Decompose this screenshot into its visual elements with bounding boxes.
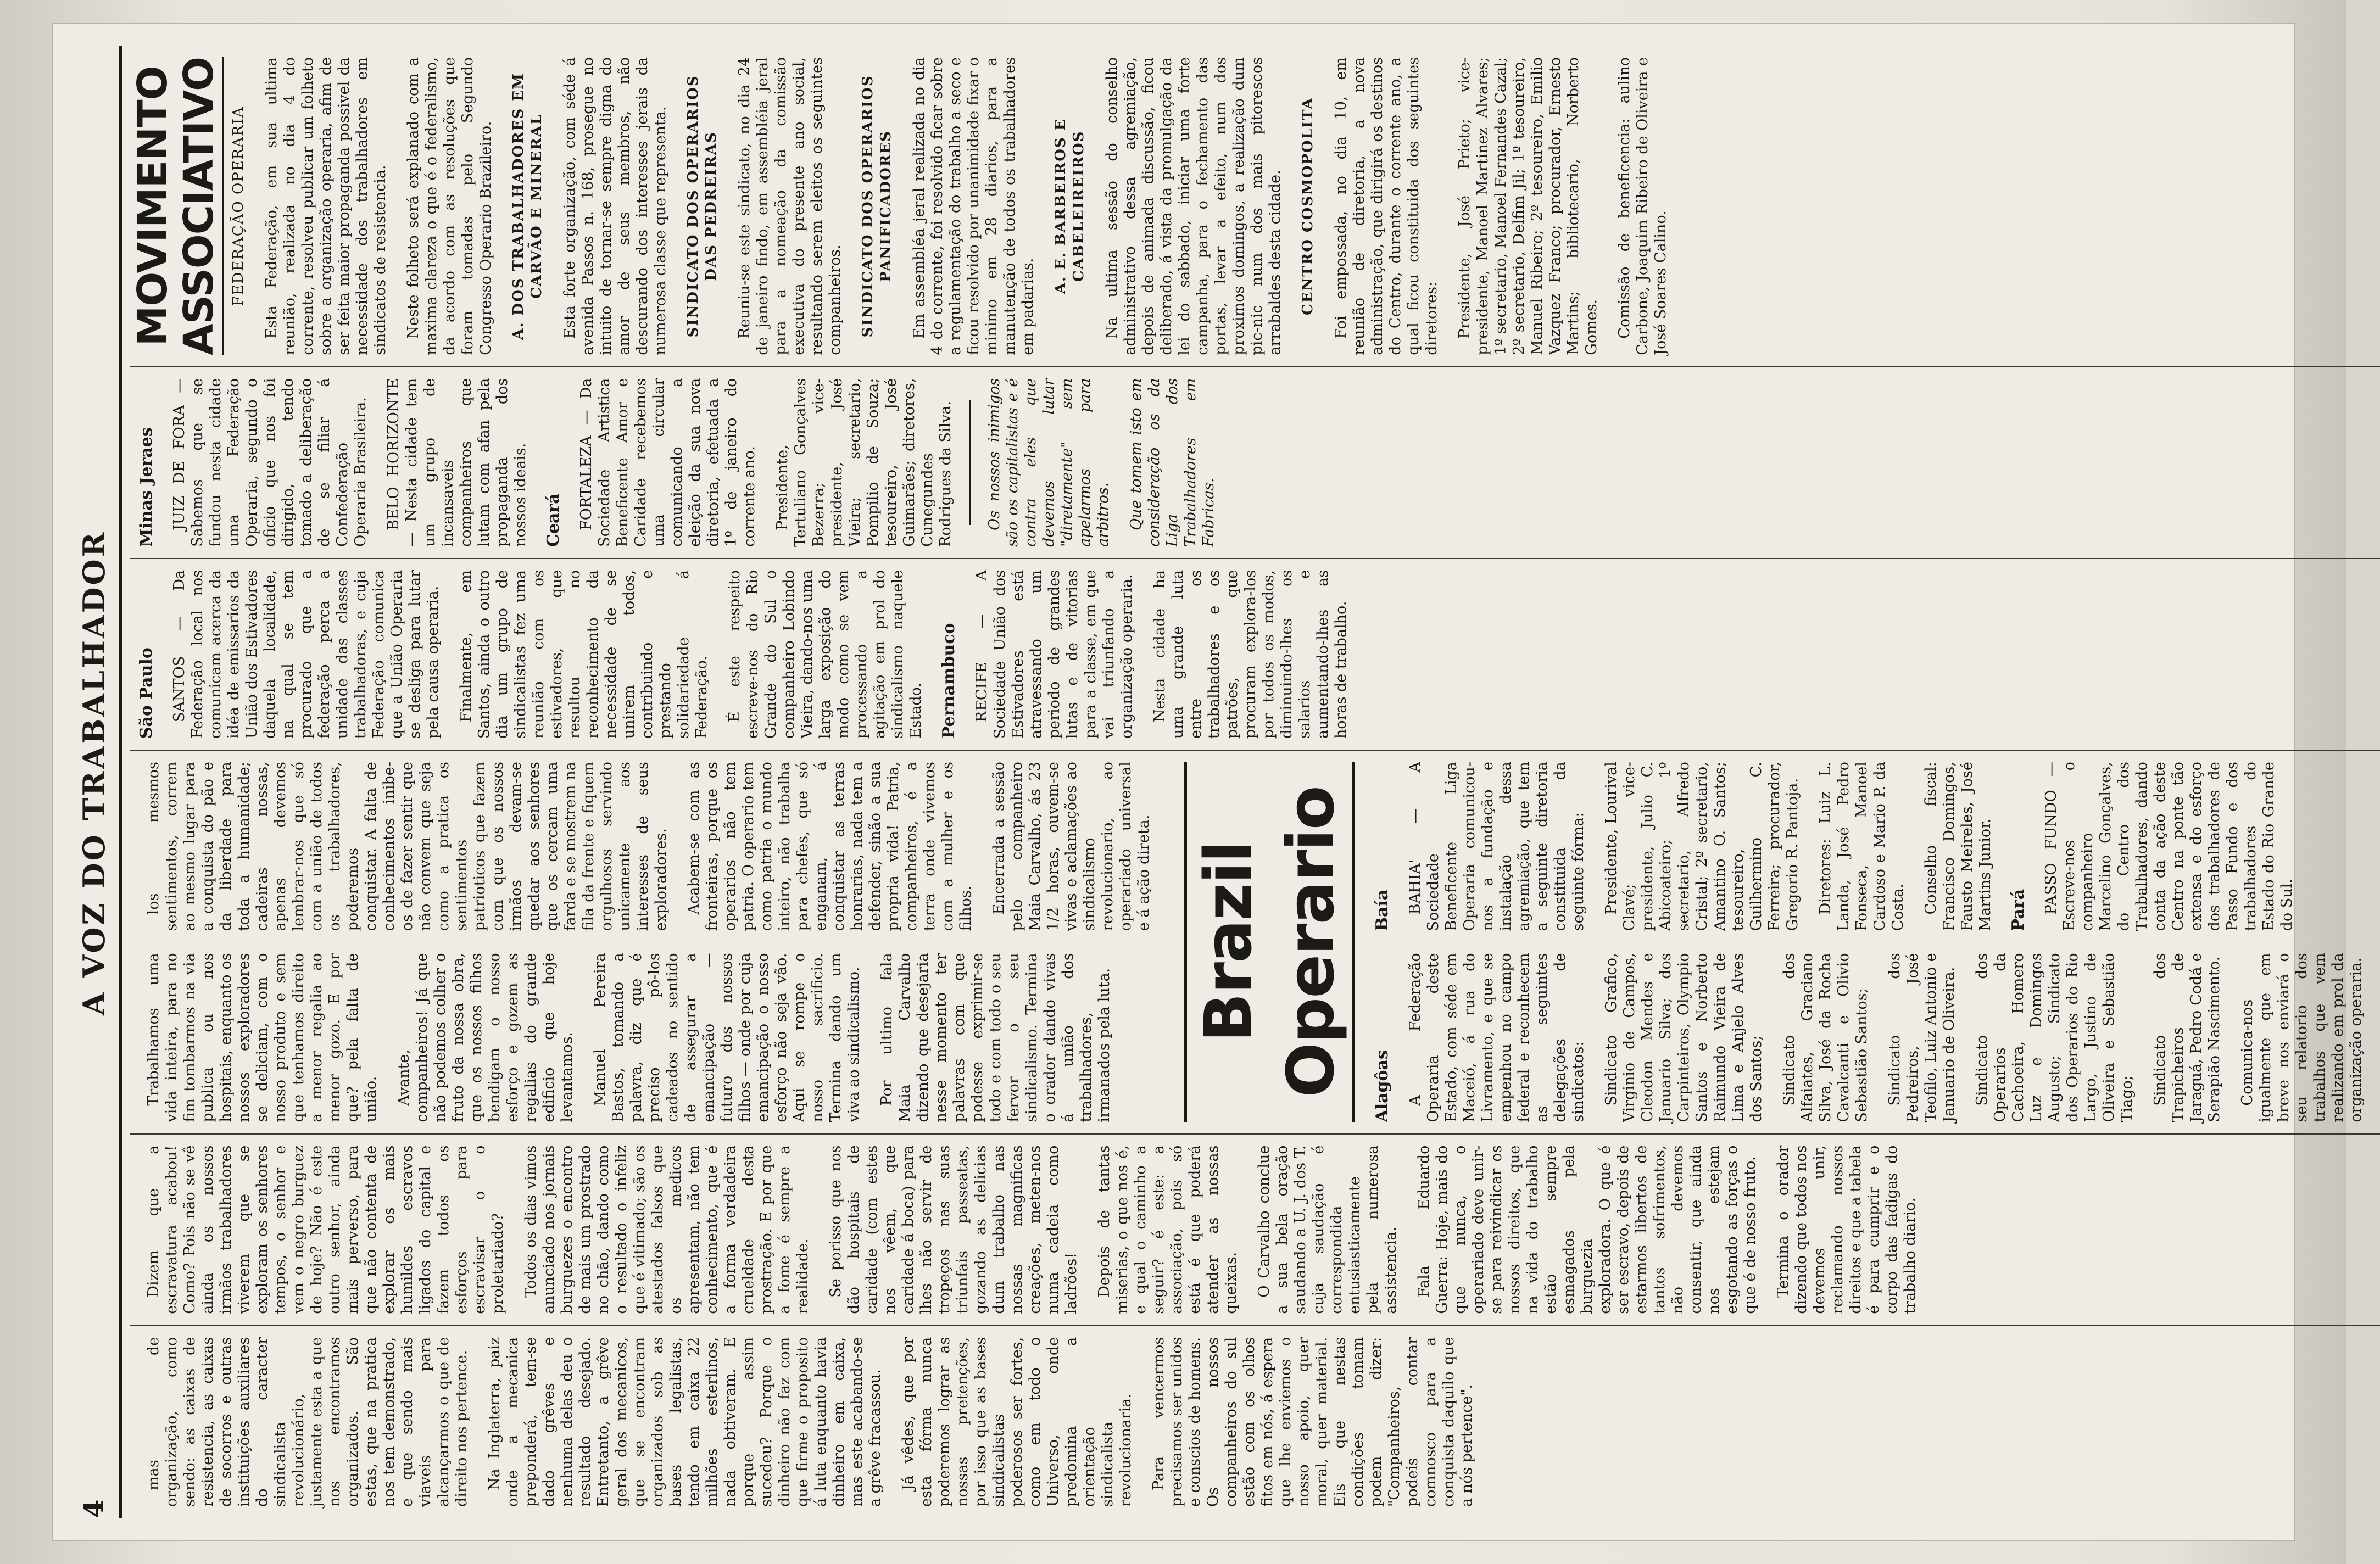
paragraph: Manuel Pereira Bastos, tomando a palavra, diz que é preciso pô-los cadeados no sentido de assegurar a emancipação — futuro dos nossos filhos — onde por cuja emancipação o nosso esforço não seja vão. Aqui se rompe o nosso sacrificio. Termina dando um viva ao sindicalismo. bbox=[592, 953, 862, 1122]
column-5 bbox=[130, 559, 2380, 751]
paragraph: Esta Federação, em sua ultima reunião, realizada no dia 4 do corrente, resolveu publicar um folheto sobre a organização operaria, afim de ser feita maior propaganda possivel da necessidade dos trabalhadores em sindicatos de resistencia. bbox=[263, 57, 389, 355]
column-3 bbox=[130, 953, 1168, 1122]
subsection-heading: FEDERAÇÃO OPERARIA bbox=[230, 106, 247, 306]
paragraph: Já vêdes, que por esta fórma nunca poderemos lograr as nossas pretenções, por isso que as bases sindicalistas poderosos ser fortes, como em todo o Universo, onde predomina a orientação sindicalista revolucionaria. bbox=[900, 1337, 1134, 1507]
column-6 bbox=[130, 367, 2380, 559]
page-header bbox=[69, 46, 122, 1518]
paragraph: Foi empossada, no dia 10, em reunião de diretoria, a nova administração, que dirigirá os destinos do Centro, durante o corrente ano, a qual ficou constituida dos seguintes diretores: bbox=[1333, 57, 1440, 355]
column-3-lower bbox=[1365, 953, 2380, 1122]
paragraph: Sindicato dos Pedreiros, José Teofilo, Luiz Antonio e Januario de Oliveira. bbox=[1886, 953, 1958, 1122]
paragraph: FORTALEZA — Da Sociedade Artistica Beneficente Amor e Caridade recebemos uma circular comunicando a eleição da sua nova diretoria, efetuada a 1º de janeiro do corrente ano. bbox=[578, 378, 758, 547]
column-4-lower bbox=[1365, 762, 2380, 931]
paragraph: Por ultimo fala Maia Carvalho dizendo que desejaria nesse momento ter palavras com que podesse exprimir-se todo e com todo o seu fervor o seu sindicalismo. Termina o orador dando vivas á união dos trabalhadores, irmanados pela luta. bbox=[878, 953, 1113, 1122]
paragraph: O Carvalho conclue a sua bela oração saudando a U. J. dos T. cuja saudação é correspondida entusiasticamente pela numerosa assistencia. bbox=[1256, 1145, 1400, 1314]
paragraph: mas de organização, como sendo: as caixas de resistencia, as caixas de socorros e outras instituições auxiliares do caracter sindicalista revolucionário, justamente esta a que nos encontramos organizados. São estas, que na pratica nos tem demonstrado, e que sendo mais viaveis para alcançarmos o que de direito nos pertence. bbox=[145, 1337, 470, 1507]
section-heading: São Paulo bbox=[137, 647, 156, 739]
page-number: 4 bbox=[79, 1499, 109, 1518]
closing-note: Que tomem isto em consideração os da Liga dos Trabalhadores em Fabricas. bbox=[1128, 378, 1217, 547]
paragraph: los mesmos sentimentos, correm ao mesmo lugar para a conquista do pão e da liberdade para toda a humanidade; cadeiras nossas, apenas devemos lembrar-nos que só com a união de todos os trabalhadores, poderemos conquistar. A falta de conhecimentos inibe-os de fazer sentir que não convem que seja como a pratica os sentimentos patrioticos que fazem com que os nossos irmãos devam-se quedar aos senhores que os cercam uma farda e se mostrem na fila da frente e fiquem orgulhosos servindo unicamente aos interesses de seus exploradores. bbox=[145, 762, 670, 931]
subsection-heading: SINDICATO DOS OPERARIOS DAS PEDREIRAS bbox=[685, 75, 720, 338]
subsection-heading: SINDICATO DOS OPERARIOS PANIFICADORES bbox=[860, 75, 894, 338]
paragraph: Neste folheto será explanado com a maxima clareza o que é o federalismo, da acordo com as resoluções que foram tomadas pelo Segundo Congresso Operario Brazileiro. bbox=[405, 57, 494, 355]
paragraph: Trabalhamos uma vida inteira, para no fim tombarmos na via publica ou nos hospitais, enquanto os nossos exploradores se deliciam, com o nosso produto e sem que tenhamos direito a menor regalia ao menor gozo. E por que? pela falta de união. bbox=[145, 953, 380, 1122]
paragraph: Comissão de beneficencia: aulino Carbone, Joaquim Ribeiro de Oliveira e José Soares Calino. bbox=[1616, 57, 1669, 355]
paragraph: Sindicato Grafico, Virginio de Campos, Cleodon Mendes e Januario Silva; dos Carpinteiros, Olympio Santos e Norberto Raimundo Vieira de Lima e Anjelo Alves dos Santos; bbox=[1603, 953, 1765, 1122]
paragraph: Esta forte organização, com séde á avenida Passos n. 168, prosegue no intuito de tornar-se sempre digna do amor de seus membros, não descurando dos interesses jerais da numerosa classe que representa. bbox=[561, 57, 669, 355]
section-banner-title: Brazil Operario bbox=[1184, 762, 1355, 1122]
column-2 bbox=[130, 1135, 2380, 1326]
paragraph: Termina o orador dizendo que todos nos devemos unir, reclamando nossos direitos e que a tabela é para cumprir e o corpo das fadigas do trabalho diario. bbox=[1775, 1145, 1919, 1314]
paragraph: Todos os dias vimos anunciado nos jornais burguezes o encontro de mais um prostrado no chão, dando como o resultado o infeliz que é vitimado; são os atestados falsos que os medicos apresentam, não tem conhecimento, que é a forma verdadeira crueldade desta prostração. E por que a fome é sempre a realidade. bbox=[522, 1145, 811, 1314]
paragraph: A Federação Operaria deste Estado, com séde em Maceió, á rua do Livramento, e que se empenhou no campo federal e reconhecem as seguintes delegações de sindicatos: bbox=[1407, 953, 1587, 1122]
paragraph: SANTOS — Da Federação local nos comunicam acerca da idéa de emissarios da União dos Estivadores daquela localidade, na qual se tem procurado que a federação perca a unidade das classes trabalhadoras, e cuja Federação comunica que a União Operaria se desliga para lutar pela causa operaria. bbox=[171, 569, 442, 739]
paragraph: Encerrada a sessão pelo companheiro Maia Carvalho, ás 23 1/2 horas, ouvem-se vivas e aclamações ao sindicalismo revolucionario, ao operariado universal e á ação direta. bbox=[990, 762, 1152, 931]
paragraph: Dizem que a escravatura acabou! Como? Pois não se vê ainda os nossos irmãos trabalhadores viverem que se exploram os senhores tempos, o senhor e vem o negro burguez de hoje? Não é este outro senhor, ainda mais perverso, para que não contenta de explorar os mais humildes escravos ligados do capital e fazem todos os esforços para escravisar o o proletariado? bbox=[145, 1145, 506, 1314]
subsection-heading: A. E. BARBEIROS E CABELEIREIROS bbox=[1052, 118, 1087, 294]
section-heading: Pará bbox=[2009, 889, 2028, 931]
paragraph: RECIFE — A Sociedade União dos Estivadores está atravessando um periodo de grandes lutas e de vitorias para a classe, em que vai triunfando a organização operaria. bbox=[973, 569, 1135, 739]
section-masthead: MOVIMENTO ASSOCIATIVO bbox=[130, 57, 224, 355]
columns bbox=[129, 46, 2365, 1518]
paragraph: Sindicato dos Trapicheiros de Jaraguá, Pedro Codá e Serapião Nascimento. bbox=[2152, 953, 2223, 1122]
paragraph: Nesta cidade ha uma grande luta entre os trabalhadores e os patrões, que procuram explora-los por todos os modos, diminuindo-lhes os salarios e aumentando-lhes as horas de trabalho. bbox=[1151, 569, 1350, 739]
paragraph: Reuniu-se este sindicato, no dia 24 de janeiro findo, em assembléia jeral para a nomeação da comissão executiva do presente ano social, resultando serem eleitos os seguintes companheiros. bbox=[736, 57, 844, 355]
paragraph: Fala Eduardo Guerra: Hoje, mais do que nunca, o operariado deve unir-se para reivindicar os nossos direitos, que na vida do trabalho estão sempre esmagados pela burguezia exploradora. O que é ser escravo, depois de estarmos libertos de tantos sofrimentos, não devemos consentir, que ainda nos estejam esgotando as forças o que é de nosso fruto. bbox=[1415, 1145, 1759, 1314]
paragraph: Depois de tantas miserias, o que nos é, e qual o caminho a seguir? é este: a associação, pois só está é que poderá atender as nossas queixas. bbox=[1096, 1145, 1240, 1314]
paragraph: Diretores: Luiz L. Landa, José Pedro Fonseca, Manoel Cardoso e Mario P. da Costa. bbox=[1817, 762, 1907, 931]
column-1 bbox=[130, 1326, 2380, 1518]
paragraph: Comunica-nos igualmente que em breve nos enviará o seu relatorio dos trabalhos que vem realizando em prol da organização operaria. bbox=[2239, 953, 2365, 1122]
paragraph: Presidente, Tertuliano Gonçalves Bezerra; vice-presidente, José Vieira; secretario, Pompilio de Souza; tesoureiro, José Guimarães; diretores, Cunegundes Rodrigues da Silva. bbox=[774, 378, 954, 547]
section-heading: Pernambuco bbox=[939, 623, 958, 739]
column-7 bbox=[130, 46, 2380, 367]
paragraph: Para vencermos precisamos ser unidos e conscios de homens. Os nossos companheiros do sul estão com os olhos fitos em nós, á espera que lhe enviemos o nosso apoio, quer moral, quer material. Eis que nestas condições tomam podem dizer: "Companheiros, podeis contar comnosco para a conquista daquilo que a nós pertence". bbox=[1150, 1337, 1475, 1507]
banner-lower-grid bbox=[1365, 762, 2380, 1122]
divider bbox=[969, 400, 971, 525]
subsection-heading: A. DOS TRABALHADORES EM CARVÃO E MINERAL bbox=[510, 72, 545, 340]
paragraph: Avante, companheiros! Já que não podemos colher o fruto da nossa obra, que os nossos filhos bendigam o nosso esforço e gozem as regalias do grande edificio que hoje levantamos. bbox=[395, 953, 576, 1122]
section-heading: Ceará bbox=[544, 493, 563, 547]
paragraph: Em assembléa jeral realizada no dia 4 do corrente, foi resolvido ficar sobre a regulamentação do trabalho a seco e ficou resolvido por unanimidade fixar o minimo em 28 diarios, para a manutenção de todos os trabalhadores em padarias. bbox=[911, 57, 1036, 355]
paragraph: Na ultima sessão do conselho administrativo dessa agremiação, depois de animada discussão, ficou deliberado, á vista da promulgação da lei do sabbado, iniciar uma forte campanha, para o fechamento das portas, levar a efeito, num dos proximos domingos, a realização dum pic-nic num dos mais pitorescos arrabaldes desta cidade. bbox=[1103, 57, 1284, 355]
closing-note: Os nossos inimigos são os capitalistas e é contra eles que devemos lutar "diretamente" sem apelarmos para arbitros. bbox=[986, 378, 1112, 547]
paragraph: BAHIA' — A Sociedade Beneficente Liga Operaria comunicou-nos a fundação e instalação dessa agremiação, que tem a seguinte diretoria constituida da seguinte fórma: bbox=[1407, 762, 1587, 931]
paragraph: Finalmente, em Santos, ainda o outro dia um grupo de sindicalistas fez uma reunião com os estivadores, que resultou no reconhecimento da necessidade de se unirem todos, contribuindo e prestando solidariedade á Federação. bbox=[458, 569, 710, 739]
paragraph: Sindicato dos Operarios da Cachoeira, Homero Luz e Domingos Augusto; Sindicato dos Operarios do Rio Largo, Justino de Oliveira e Sebastião Tiago; bbox=[1974, 953, 2136, 1122]
paragraph: Presidente, Lourival Clavé; vice-presidente, Julio C. Abicoateiro; 1º secretario, Alfredo Cristal; 2º secretario, Amantino O. Santos; tesoureiro, Guilhermino C. Ferreira; procurador, Gregorio R. Pantoja. bbox=[1603, 762, 1801, 931]
banner-grid bbox=[130, 762, 1168, 1122]
paragraph: Acabem-se com as fronteiras, porque os operarios não tem patria. O operario tem como patria o mundo inteiro, não trabalha para chefes, que só enganam, á conquistar as terras honrarias, nada tem a defender, sinão a sua propria vida! Patria, companheiros, é a terra onde vivemos com a mulher e os filhos. bbox=[685, 762, 974, 931]
paper-title: A VOZ DO TRABALHADOR bbox=[76, 530, 112, 1016]
section-heading: Minas Jeraes bbox=[137, 427, 156, 547]
paragraph: É este respeito escreve-nos do Rio Grande do Sul o companheiro Lobindo Vieira, dando-nos uma larga exposição do modo como se vem processando a agitação em prol do sindicalismo naquele Estado. bbox=[726, 569, 924, 739]
section-heading: Baía bbox=[1373, 889, 1392, 931]
subsection-heading: CENTRO COSMOPOLITA bbox=[1300, 97, 1316, 315]
newspaper-page bbox=[53, 24, 2365, 1540]
paragraph: Na Inglaterra, paiz onde a mecanica preponderá, tem-se dado grêves e nenhuma delas deu o resultado desejado. Entretanto, a grêve geral dos mecanicos, que se encontram organizados sob as bases legalistas, tendo em caixa 22 milhões esterlinos, nada obtiveram. E porque assim sucedeu? Porque o dinheiro não faz com que firme o proposito á luta enquanto havia dinheiro em caixa, mas este acabando-se a grêve fracassou. bbox=[486, 1337, 884, 1507]
paragraph: Se porisso que nos dão hospitais de caridade (com estes nos vêem, que caridade á boca) para lhes não servir de tropeços nas suas triunfais passeatas, gozando as delicias dum trabalho nas nossas magnificas creações, meten-nos numa cadeia como ladrões! bbox=[827, 1145, 1080, 1314]
paragraph: PASSO FUNDO — Escreve-nos o companheiro Marcelino Gonçalves, do Centro dos Trabalhadores, dando conta da ação deste Centro na ponte tão extensa e do esforço dos trabalhadores de Passo Fundo e dos trabalhadores do Estado do Rio Grande do Sul. bbox=[2043, 762, 2295, 931]
column-4-top bbox=[130, 762, 1168, 931]
paragraph: BELO HORIZONTE — Nesta cidade tem um grupo de incansaveis companheiros que lutam com afan pela propaganda dos nossos ideais. bbox=[385, 378, 529, 547]
paragraph: JUIZ DE FORA — Sabemos que se fundou nesta cidade uma Federação Operaria, segundo o oficio que nos foi dirigido, tendo tomado a deliberação de se filiar á Confederação Operaria Brasileira. bbox=[171, 378, 369, 547]
section-heading: Alagôas bbox=[1373, 1050, 1392, 1122]
paragraph: Presidente, José Prieto; vice-presidente, Manoel Martinez Alvares; 1º secretario, Manoel Fernandes Cazal; 2º secretario, Delfim Jil; 1º tesoureiro, Manuel Ribeiro; 2º tesoureiro, Emilio Vazquez Franco; procurador, Ernesto Martins; bibliotecario, Norberto Gomes. bbox=[1456, 57, 1600, 355]
paragraph: Sindicato dos Alfaiates, Graciano Silva, José da Rocha Cavalcanti e Olivio Sebastião Santos; bbox=[1781, 953, 1870, 1122]
paragraph: Conselho fiscal: Francisco Domingos, Fausto Meireles, José Martins Junior. bbox=[1922, 762, 1994, 931]
column-3-4 bbox=[130, 751, 2380, 1134]
